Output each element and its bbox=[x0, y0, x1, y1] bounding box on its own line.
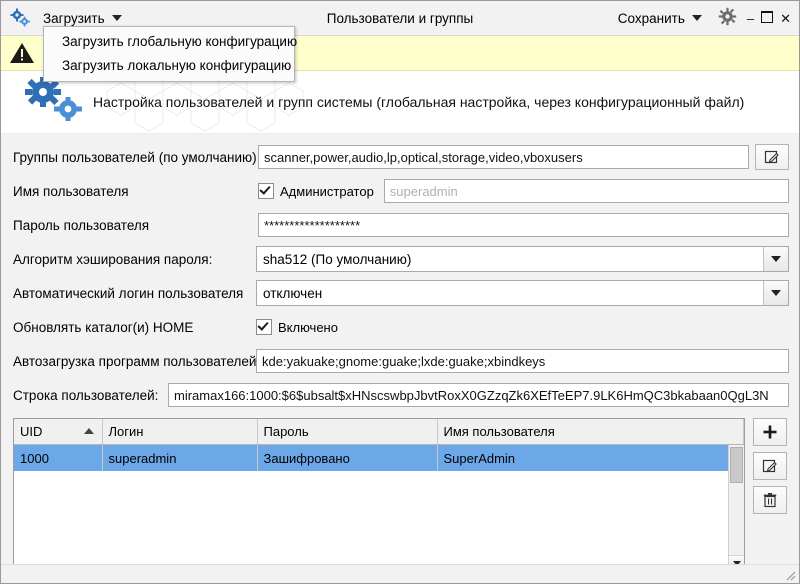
table-action-buttons bbox=[753, 418, 789, 572]
groups-edit-button[interactable] bbox=[755, 144, 789, 170]
hash-select[interactable] bbox=[256, 246, 789, 272]
autostart-input[interactable] bbox=[256, 349, 789, 373]
minimize-button[interactable]: – bbox=[746, 10, 755, 26]
delete-user-button[interactable] bbox=[753, 486, 787, 514]
save-menu-label: Сохранить bbox=[617, 10, 685, 26]
home-checkbox-label: Включено bbox=[278, 319, 338, 335]
app-gears-icon bbox=[9, 7, 31, 29]
row-autostart bbox=[13, 346, 789, 376]
home-checkbox[interactable] bbox=[256, 319, 338, 335]
page-title: Настройка пользователей и групп системы (глобальная настройка, через конфигурационный файл) bbox=[93, 94, 745, 110]
admin-checkbox-label: Администратор bbox=[280, 183, 374, 199]
admin-checkbox[interactable] bbox=[258, 183, 374, 199]
load-dropdown-menu[interactable] bbox=[43, 26, 298, 82]
userstring-input[interactable] bbox=[168, 383, 789, 407]
column-header-password[interactable]: Пароль bbox=[257, 419, 437, 445]
row-userstring bbox=[13, 380, 789, 410]
title-bar-right bbox=[612, 7, 799, 29]
username-input[interactable] bbox=[384, 179, 789, 203]
users-table[interactable] bbox=[13, 418, 745, 572]
home-label: Обновлять каталог(и) HOME bbox=[13, 319, 194, 335]
cell-password: Зашифровано bbox=[257, 445, 437, 472]
close-button[interactable]: ✕ bbox=[780, 10, 791, 26]
table-vertical-scrollbar[interactable] bbox=[728, 445, 744, 571]
row-username bbox=[13, 176, 789, 206]
menu-item-load-local[interactable]: Загрузить локальную конфигурацию bbox=[62, 58, 292, 73]
users-table-area bbox=[1, 414, 799, 572]
chevron-down-icon[interactable] bbox=[763, 247, 788, 271]
banner-gears-icon bbox=[21, 76, 87, 128]
groups-label: Группы пользователей (по умолчанию) bbox=[13, 149, 257, 165]
autologin-label: Автоматический логин пользователя bbox=[13, 285, 244, 301]
column-header-uid[interactable] bbox=[14, 419, 102, 445]
password-label: Пароль пользователя bbox=[13, 217, 150, 233]
settings-form bbox=[1, 134, 799, 410]
chevron-down-icon bbox=[112, 15, 122, 21]
status-bar bbox=[1, 564, 799, 583]
row-autologin bbox=[13, 278, 789, 308]
row-password bbox=[13, 210, 789, 240]
column-header-login[interactable]: Логин bbox=[102, 419, 257, 445]
column-header-name[interactable]: Имя пользователя bbox=[437, 419, 744, 445]
row-groups bbox=[13, 142, 789, 172]
table-header-row bbox=[14, 419, 744, 445]
chevron-down-icon bbox=[692, 15, 702, 21]
username-label: Имя пользователя bbox=[13, 183, 129, 199]
cell-login: superadmin bbox=[102, 445, 257, 472]
plus-icon bbox=[762, 424, 778, 440]
checkbox-icon[interactable] bbox=[258, 183, 274, 199]
cell-name: SuperAdmin bbox=[437, 445, 744, 472]
groups-input[interactable] bbox=[258, 145, 749, 169]
hash-label: Алгоритм хэширования пароля: bbox=[13, 251, 213, 267]
autologin-select[interactable] bbox=[256, 280, 789, 306]
autostart-label: Автозагрузка программ пользователей bbox=[13, 353, 257, 369]
cell-uid: 1000 bbox=[14, 445, 102, 472]
maximize-button[interactable] bbox=[761, 11, 773, 25]
window-title: Пользователи и группы bbox=[326, 10, 474, 26]
row-home bbox=[13, 312, 789, 342]
load-menu-label: Загрузить bbox=[43, 10, 105, 26]
add-user-button[interactable] bbox=[753, 418, 787, 446]
menu-item-load-global[interactable]: Загрузить глобальную конфигурацию bbox=[62, 34, 298, 49]
edit-icon bbox=[762, 458, 778, 474]
row-hash bbox=[13, 244, 789, 274]
sort-ascending-icon bbox=[84, 428, 94, 434]
edit-icon bbox=[764, 149, 780, 165]
userstring-label: Строка пользователей: bbox=[13, 387, 159, 403]
chevron-down-icon[interactable] bbox=[763, 281, 788, 305]
warning-icon bbox=[9, 41, 35, 65]
column-label: UID bbox=[20, 424, 43, 439]
checkbox-icon[interactable] bbox=[256, 319, 272, 335]
window-controls bbox=[747, 11, 791, 25]
settings-gear-icon[interactable] bbox=[718, 7, 737, 29]
table-row[interactable] bbox=[14, 445, 744, 472]
edit-user-button[interactable] bbox=[753, 452, 787, 480]
hash-selected-value: sha512 (По умолчанию) bbox=[263, 251, 412, 267]
autologin-selected-value: отключен bbox=[263, 285, 323, 301]
save-menu-button[interactable] bbox=[612, 8, 708, 29]
resize-grip-icon[interactable] bbox=[783, 568, 796, 581]
password-input[interactable] bbox=[258, 213, 789, 237]
scrollbar-thumb[interactable] bbox=[730, 447, 743, 483]
trash-icon bbox=[762, 492, 778, 508]
